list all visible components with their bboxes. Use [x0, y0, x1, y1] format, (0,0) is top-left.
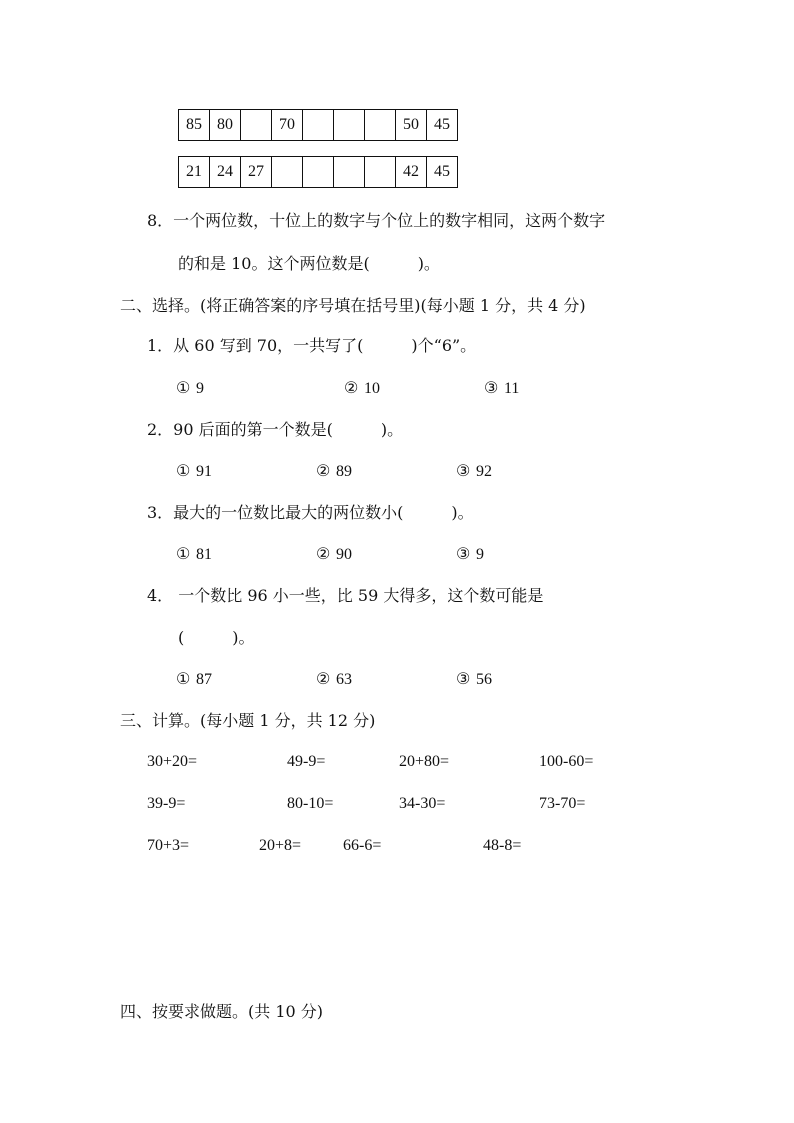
sequence-table-2	[178, 156, 458, 188]
table-cell: 80	[210, 110, 241, 141]
option-value: 87	[196, 671, 212, 688]
choice-1-option-a	[176, 378, 204, 399]
section-2-heading: 二、选择。(将正确答案的序号填在括号里)(每小题 1 分，共 4 分)	[120, 296, 586, 315]
option-value: 56	[476, 671, 492, 688]
table-cell	[334, 110, 365, 141]
choice-3-option-c	[456, 544, 484, 565]
option-marker: ①	[176, 461, 191, 480]
option-value: 92	[476, 463, 492, 480]
choice-2-option-c	[456, 461, 492, 482]
option-marker: ①	[176, 378, 191, 397]
choice-1-option-c	[484, 378, 519, 399]
calc-problem: 73-70=	[539, 795, 586, 812]
choice-1-option-b	[344, 378, 380, 399]
option-value: 89	[336, 463, 352, 480]
calc-problem: 80-10=	[287, 795, 334, 812]
sequence-table-1	[178, 109, 458, 141]
option-marker: ②	[344, 378, 359, 397]
choice-question-1: 1．从 60 写到 70，一共写了( )个“6”。	[147, 336, 477, 355]
table-cell: 24	[210, 157, 241, 188]
option-value: 81	[196, 546, 212, 563]
table-cell: 85	[179, 110, 210, 141]
choice-3-option-a	[176, 544, 212, 565]
option-marker: ③	[484, 378, 499, 397]
option-value: 91	[196, 463, 212, 480]
option-value: 63	[336, 671, 352, 688]
calc-problem: 20+8=	[259, 837, 302, 854]
table-row	[179, 157, 458, 188]
choice-4-option-c	[456, 669, 492, 690]
choice-4-option-a	[176, 669, 212, 690]
calc-problem: 34-30=	[399, 795, 446, 812]
option-marker: ①	[176, 544, 191, 563]
table-cell	[334, 157, 365, 188]
choice-2-option-a	[176, 461, 212, 482]
option-value: 10	[364, 380, 380, 397]
table-cell	[303, 110, 334, 141]
option-marker: ②	[316, 461, 331, 480]
table-cell: 21	[179, 157, 210, 188]
table-cell	[365, 157, 396, 188]
section-3-heading: 三、计算。(每小题 1 分，共 12 分)	[120, 711, 376, 730]
choice-3-option-b	[316, 544, 352, 565]
option-marker: ②	[316, 544, 331, 563]
choice-question-3: 3．最大的一位数比最大的两位数小( )。	[147, 503, 474, 522]
table-cell: 70	[272, 110, 303, 141]
table-cell	[241, 110, 272, 141]
calc-problem: 20+80=	[399, 753, 450, 770]
choice-question-4-blank: ( )。	[178, 628, 255, 647]
option-marker: ③	[456, 461, 471, 480]
option-marker: ①	[176, 669, 191, 688]
calc-problem: 49-9=	[287, 753, 326, 770]
choice-2-option-b	[316, 461, 352, 482]
option-value: 9	[196, 380, 204, 397]
option-marker: ③	[456, 669, 471, 688]
question-8-line-2: 的和是 10。这个两位数是( )。	[178, 254, 440, 273]
option-value: 9	[476, 546, 484, 563]
calc-problem: 70+3=	[147, 837, 190, 854]
table-cell: 42	[396, 157, 427, 188]
table-cell: 45	[427, 157, 458, 188]
option-marker: ③	[456, 544, 471, 563]
question-8-line-1: 8．一个两位数，十位上的数字与个位上的数字相同，这两个数字	[147, 211, 606, 230]
choice-4-option-b	[316, 669, 352, 690]
calc-problem: 39-9=	[147, 795, 186, 812]
option-value: 11	[504, 380, 520, 397]
table-row	[179, 110, 458, 141]
table-cell: 50	[396, 110, 427, 141]
calc-problem: 100-60=	[539, 753, 594, 770]
option-value: 90	[336, 546, 352, 563]
calc-problem: 48-8=	[483, 837, 522, 854]
choice-question-2: 2．90 后面的第一个数是( )。	[147, 420, 404, 439]
table-cell	[272, 157, 303, 188]
table-cell	[365, 110, 396, 141]
choice-question-4: 4． 一个数比 96 小一些，比 59 大得多，这个数可能是	[147, 586, 544, 605]
calc-problem: 66-6=	[343, 837, 382, 854]
table-cell	[303, 157, 334, 188]
table-cell: 27	[241, 157, 272, 188]
table-cell: 45	[427, 110, 458, 141]
option-marker: ②	[316, 669, 331, 688]
calc-problem: 30+20=	[147, 753, 198, 770]
section-4-heading: 四、按要求做题。(共 10 分)	[120, 1002, 324, 1021]
